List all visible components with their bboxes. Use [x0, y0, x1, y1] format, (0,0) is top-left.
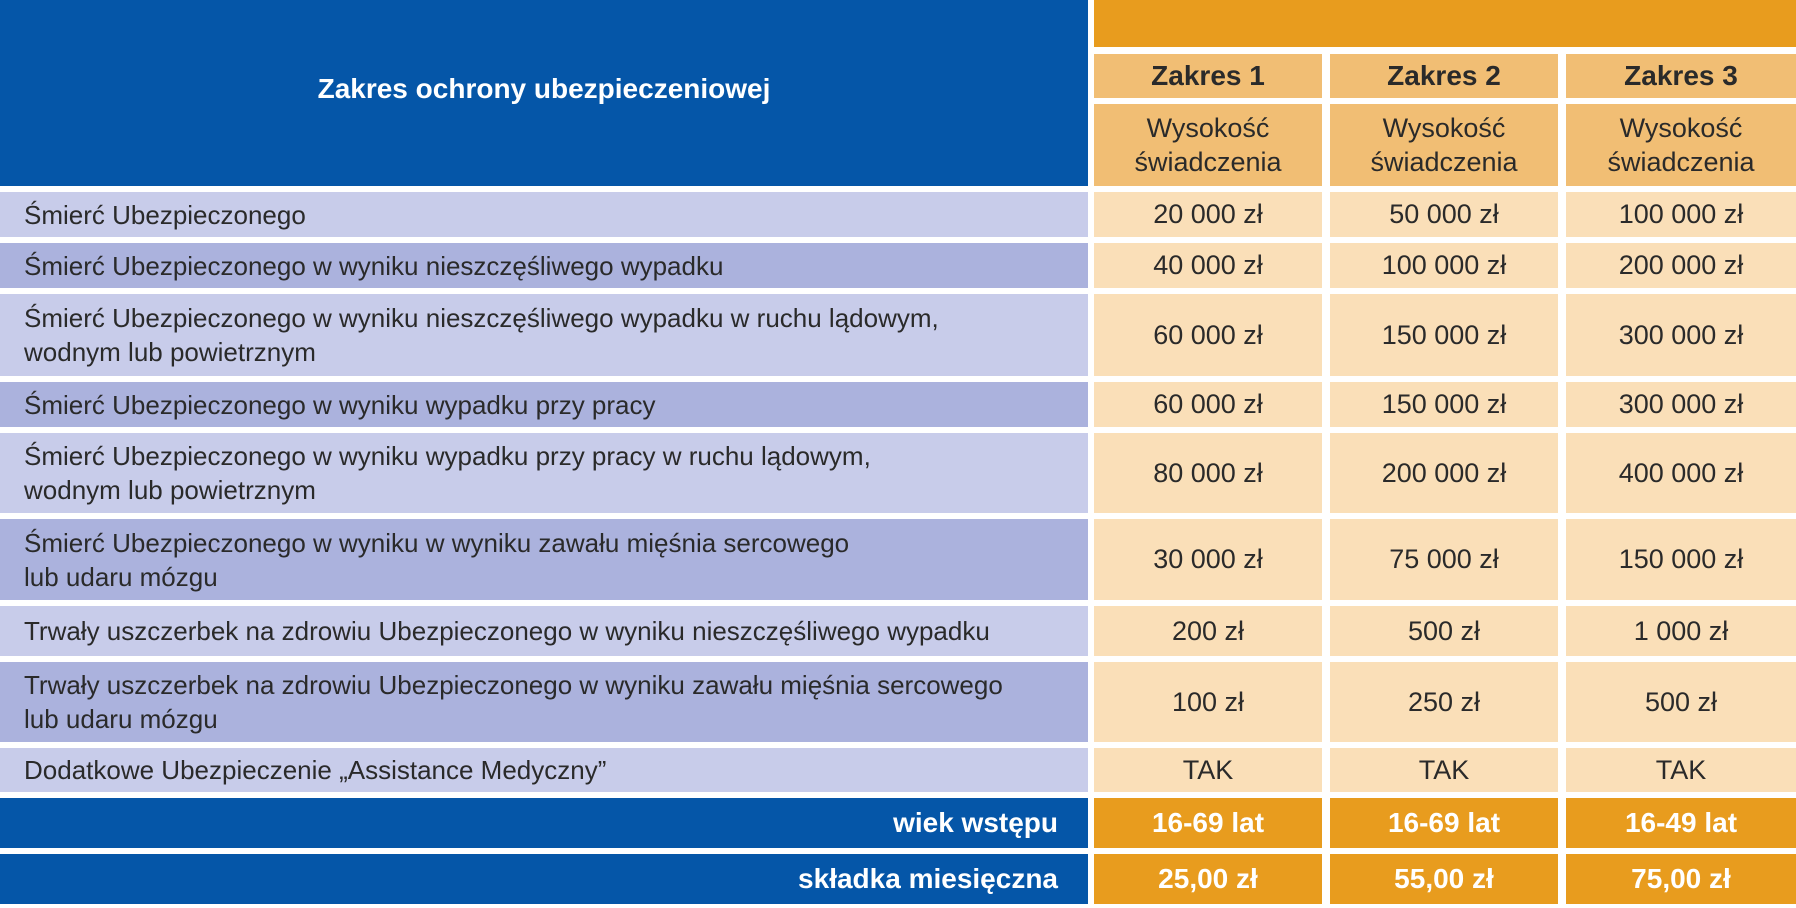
benefit-label-1: Wysokość świadczenia — [1094, 104, 1322, 186]
row-value: 250 zł — [1330, 662, 1558, 742]
zakres-2-header: Zakres 2 — [1330, 54, 1558, 98]
row-label: Trwały uszczerbek na zdrowiu Ubezpieczonego w wyniku zawału mięśnia sercowego lub udaru mózgu — [0, 662, 1088, 742]
row-label: Śmierć Ubezpieczonego w wyniku nieszczęśliwego wypadku w ruchu lądowym, wodnym lub powietrznym — [0, 294, 1088, 376]
header-title-cell — [0, 0, 1088, 186]
row-value: 200 000 zł — [1330, 433, 1558, 513]
row-value: 500 zł — [1330, 606, 1558, 656]
row-value: 300 000 zł — [1566, 294, 1796, 376]
footer-value: 75,00 zł — [1566, 854, 1796, 904]
row-value: 300 000 zł — [1566, 382, 1796, 427]
benefit-label-3: Wysokość świadczenia — [1566, 104, 1796, 186]
footer-value: 16-49 lat — [1566, 798, 1796, 848]
zakres-1-header: Zakres 1 — [1094, 54, 1322, 98]
footer-value: 55,00 zł — [1330, 854, 1558, 904]
row-value: 150 000 zł — [1566, 519, 1796, 600]
row-value: 80 000 zł — [1094, 433, 1322, 513]
footer-label-age: wiek wstępu — [0, 798, 1088, 848]
row-value: TAK — [1566, 748, 1796, 792]
header-title: Zakres ochrony ubezpieczeniowej — [317, 73, 771, 104]
footer-value: 16-69 lat — [1330, 798, 1558, 848]
zakres-3-header: Zakres 3 — [1566, 54, 1796, 98]
footer-value: 16-69 lat — [1094, 798, 1322, 848]
row-value: 100 000 zł — [1566, 192, 1796, 237]
row-value: 400 000 zł — [1566, 433, 1796, 513]
footer-label-premium: składka miesięczna — [0, 854, 1088, 904]
row-value: 500 zł — [1566, 662, 1796, 742]
row-label: Śmierć Ubezpieczonego w wyniku wypadku przy pracy w ruchu lądowym, wodnym lub powietrznym — [0, 433, 1088, 513]
row-value: TAK — [1094, 748, 1322, 792]
row-label: Trwały uszczerbek na zdrowiu Ubezpieczonego w wyniku nieszczęśliwego wypadku — [0, 606, 1088, 656]
footer-value: 25,00 zł — [1094, 854, 1322, 904]
row-value: 75 000 zł — [1330, 519, 1558, 600]
header-top-band — [1094, 0, 1796, 47]
row-value: 200 zł — [1094, 606, 1322, 656]
row-label: Dodatkowe Ubezpieczenie „Assistance Medyczny” — [0, 748, 1088, 792]
row-value: 30 000 zł — [1094, 519, 1322, 600]
row-label: Śmierć Ubezpieczonego w wyniku nieszczęśliwego wypadku — [0, 243, 1088, 288]
row-label: Śmierć Ubezpieczonego w wyniku w wyniku zawału mięśnia sercowego lub udaru mózgu — [0, 519, 1088, 600]
row-value: 40 000 zł — [1094, 243, 1322, 288]
row-value: 150 000 zł — [1330, 294, 1558, 376]
row-value: 60 000 zł — [1094, 382, 1322, 427]
row-value: 20 000 zł — [1094, 192, 1322, 237]
row-value: 150 000 zł — [1330, 382, 1558, 427]
row-label: Śmierć Ubezpieczonego w wyniku wypadku przy pracy — [0, 382, 1088, 427]
row-value: 200 000 zł — [1566, 243, 1796, 288]
row-label: Śmierć Ubezpieczonego — [0, 192, 1088, 237]
row-value: 100 000 zł — [1330, 243, 1558, 288]
row-value: 50 000 zł — [1330, 192, 1558, 237]
benefit-label-2: Wysokość świadczenia — [1330, 104, 1558, 186]
row-value: 60 000 zł — [1094, 294, 1322, 376]
row-value: 100 zł — [1094, 662, 1322, 742]
row-value: 1 000 zł — [1566, 606, 1796, 656]
row-value: TAK — [1330, 748, 1558, 792]
